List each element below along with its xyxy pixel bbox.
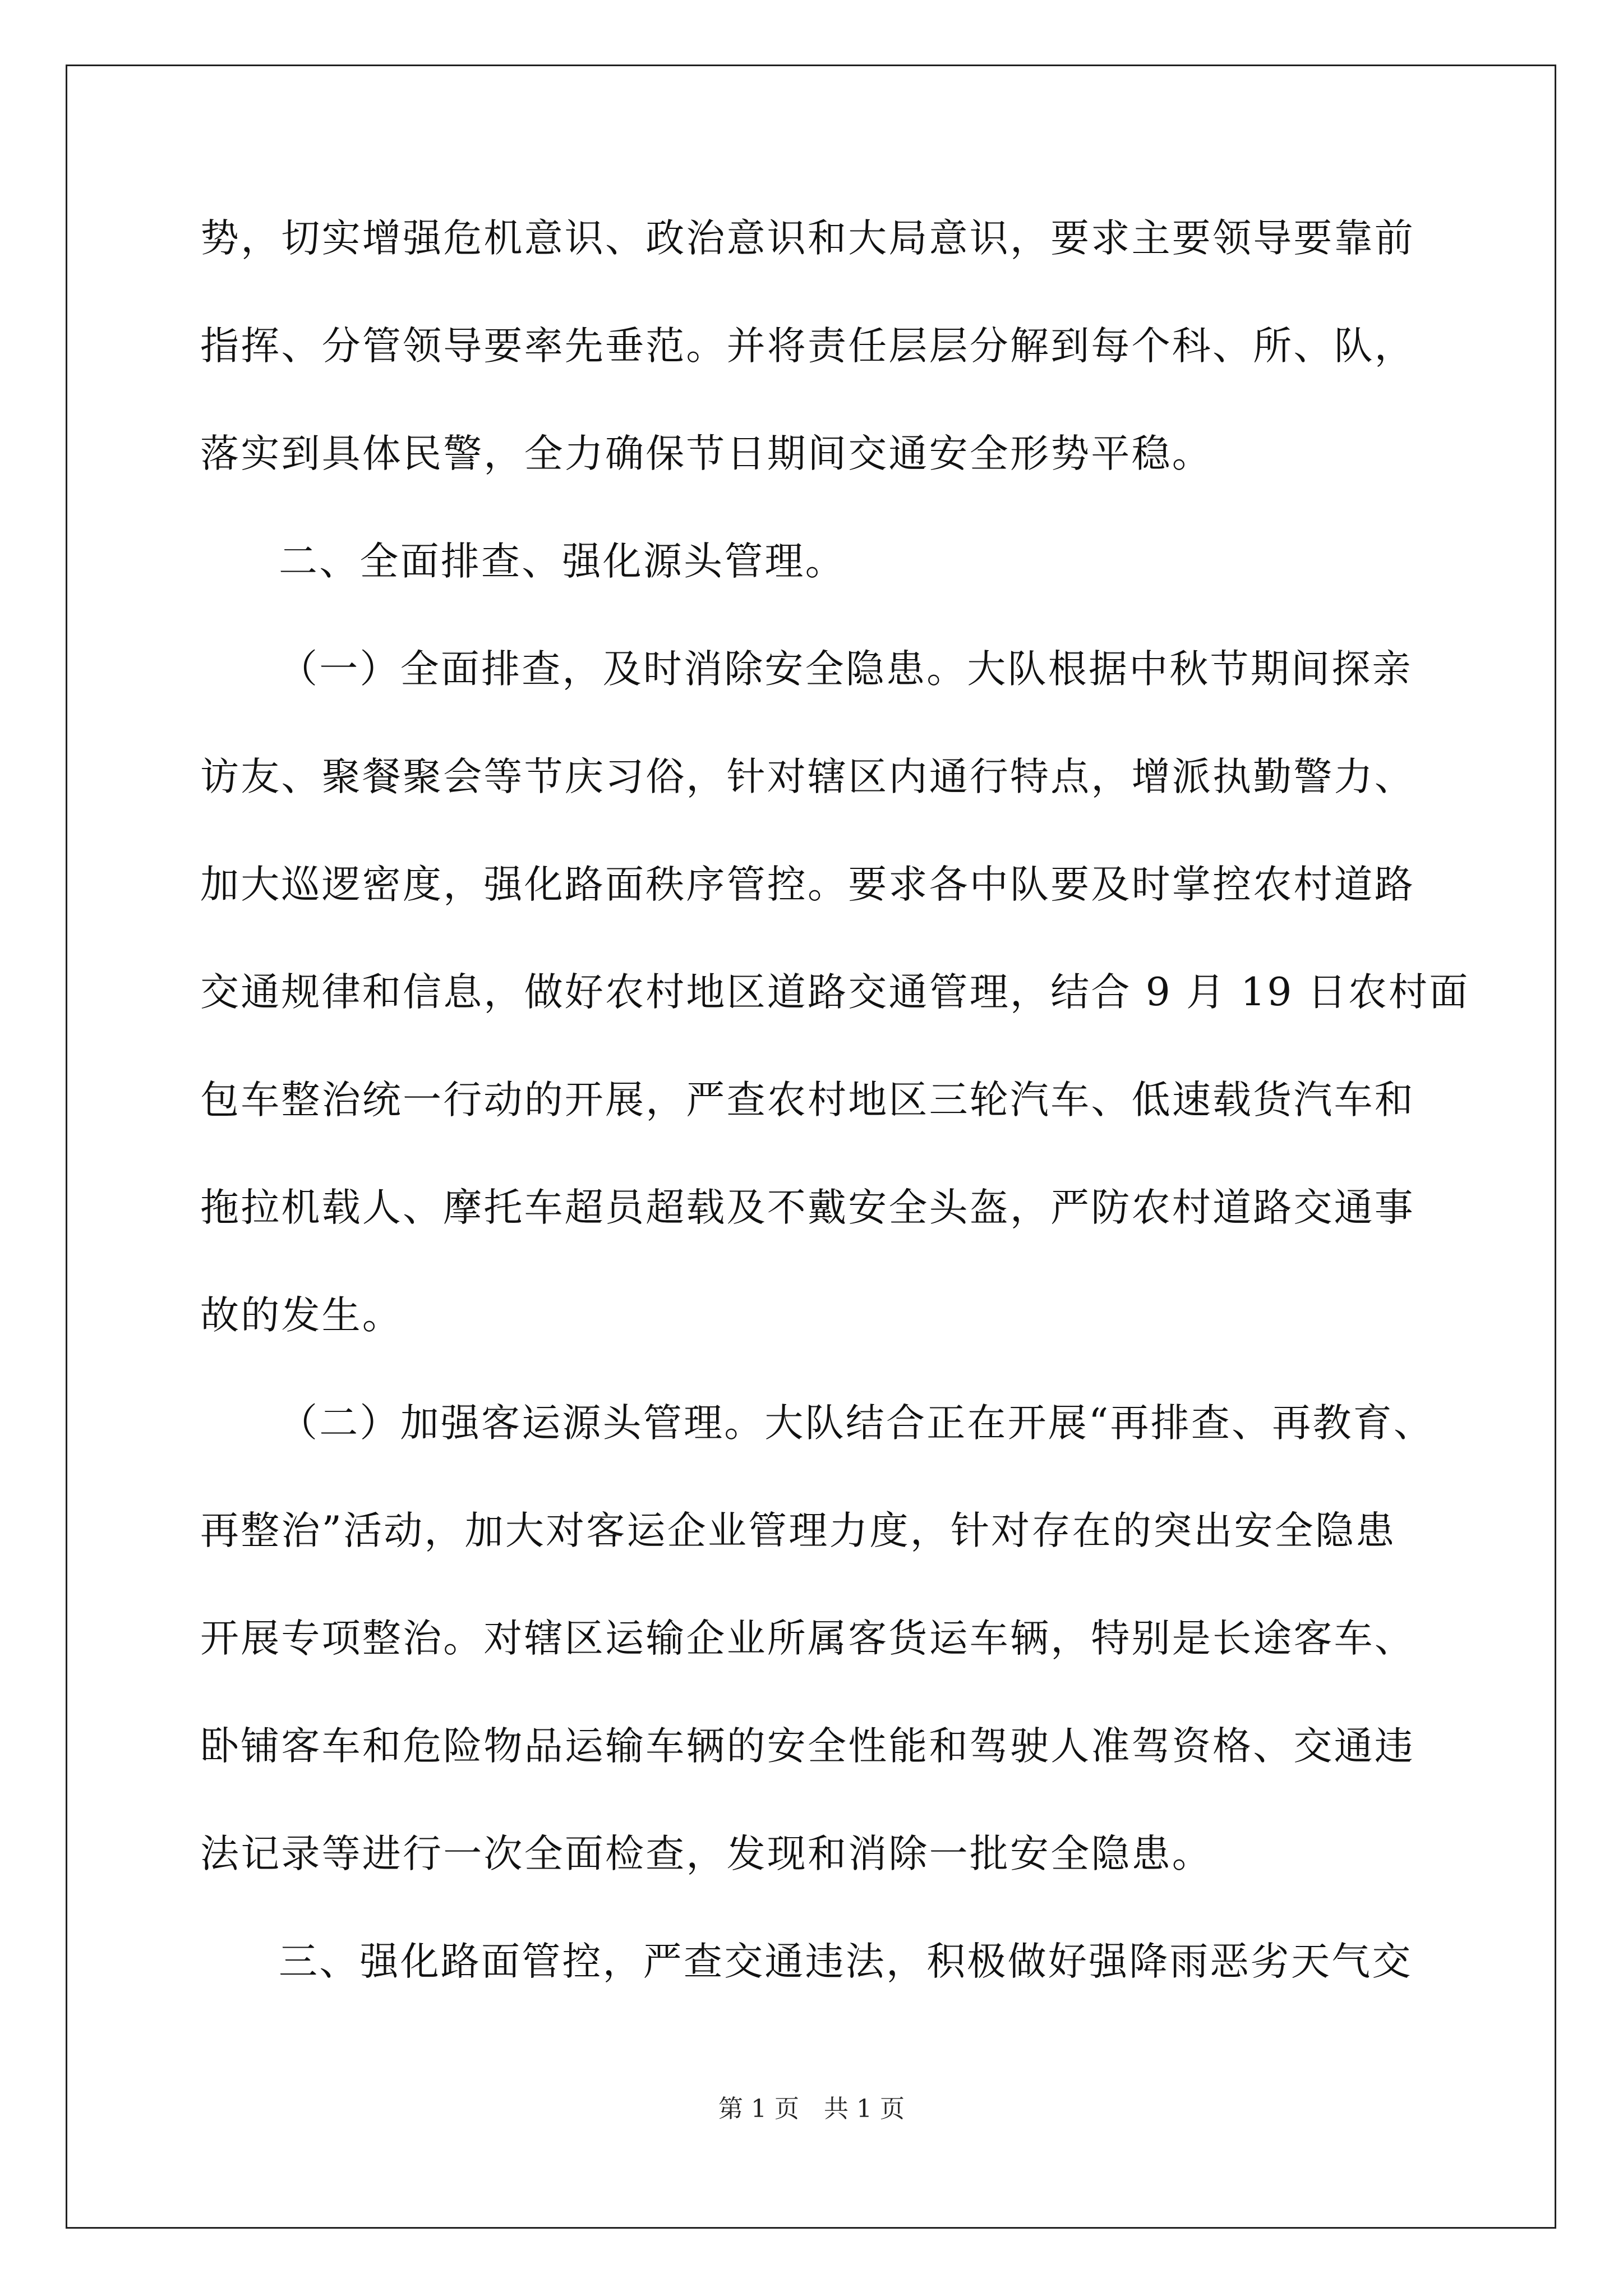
text-line: 包车整治统一行动的开展，严查农村地区三轮汽车、低速载货汽车和: [200, 1078, 1415, 1122]
text-line: 卧铺客车和危险物品运输车辆的安全性能和驾驶人准驾资格、交通违: [200, 1724, 1415, 1769]
text-line: 落实到具体民警，全力确保节日期间交通安全形势平稳。: [200, 431, 1212, 476]
page-number-footer: 第 1 页 共 1 页: [718, 2095, 905, 2123]
text-line: 访友、聚餐聚会等节庆习俗，针对辖区内通行特点，增派执勤警力、: [200, 754, 1415, 799]
text-line: 法记录等进行一次全面检查，发现和消除一批安全隐患。: [200, 1832, 1212, 1876]
text-line: 指挥、分管领导要率先垂范。并将责任层层分解到每个科、所、队，: [200, 324, 1415, 369]
page-border: [66, 65, 1556, 2229]
text-line: 交通规律和信息，做好农村地区道路交通管理，结合 9 月 19 日农村面: [200, 970, 1470, 1015]
text-line: 势，切实增强危机意识、政治意识和大局意识，要求主要领导要靠前: [200, 216, 1415, 261]
text-line: （一）全面排查，及时消除安全隐患。大队根据中秋节期间探亲: [279, 647, 1413, 692]
section-heading: 三、强化路面管控，严查交通违法，积极做好强降雨恶劣天气交: [279, 1939, 1413, 1984]
text-line: 加大巡逻密度，强化路面秩序管控。要求各中队要及时掌控农村道路: [200, 862, 1415, 907]
text-line: 开展专项整治。对辖区运输企业所属客货运车辆，特别是长途客车、: [200, 1616, 1415, 1661]
text-line: （二）加强客运源头管理。大队结合正在开展“再排查、再教育、: [279, 1401, 1435, 1446]
text-line: 拖拉机载人、摩托车超员超载及不戴安全头盔，严防农村道路交通事: [200, 1185, 1415, 1230]
text-line: 故的发生。: [200, 1293, 403, 1338]
section-heading: 二、全面排查、强化源头管理。: [279, 539, 846, 584]
text-line: 再整治”活动，加大对客运企业管理力度，针对存在的突出安全隐患: [200, 1508, 1396, 1553]
